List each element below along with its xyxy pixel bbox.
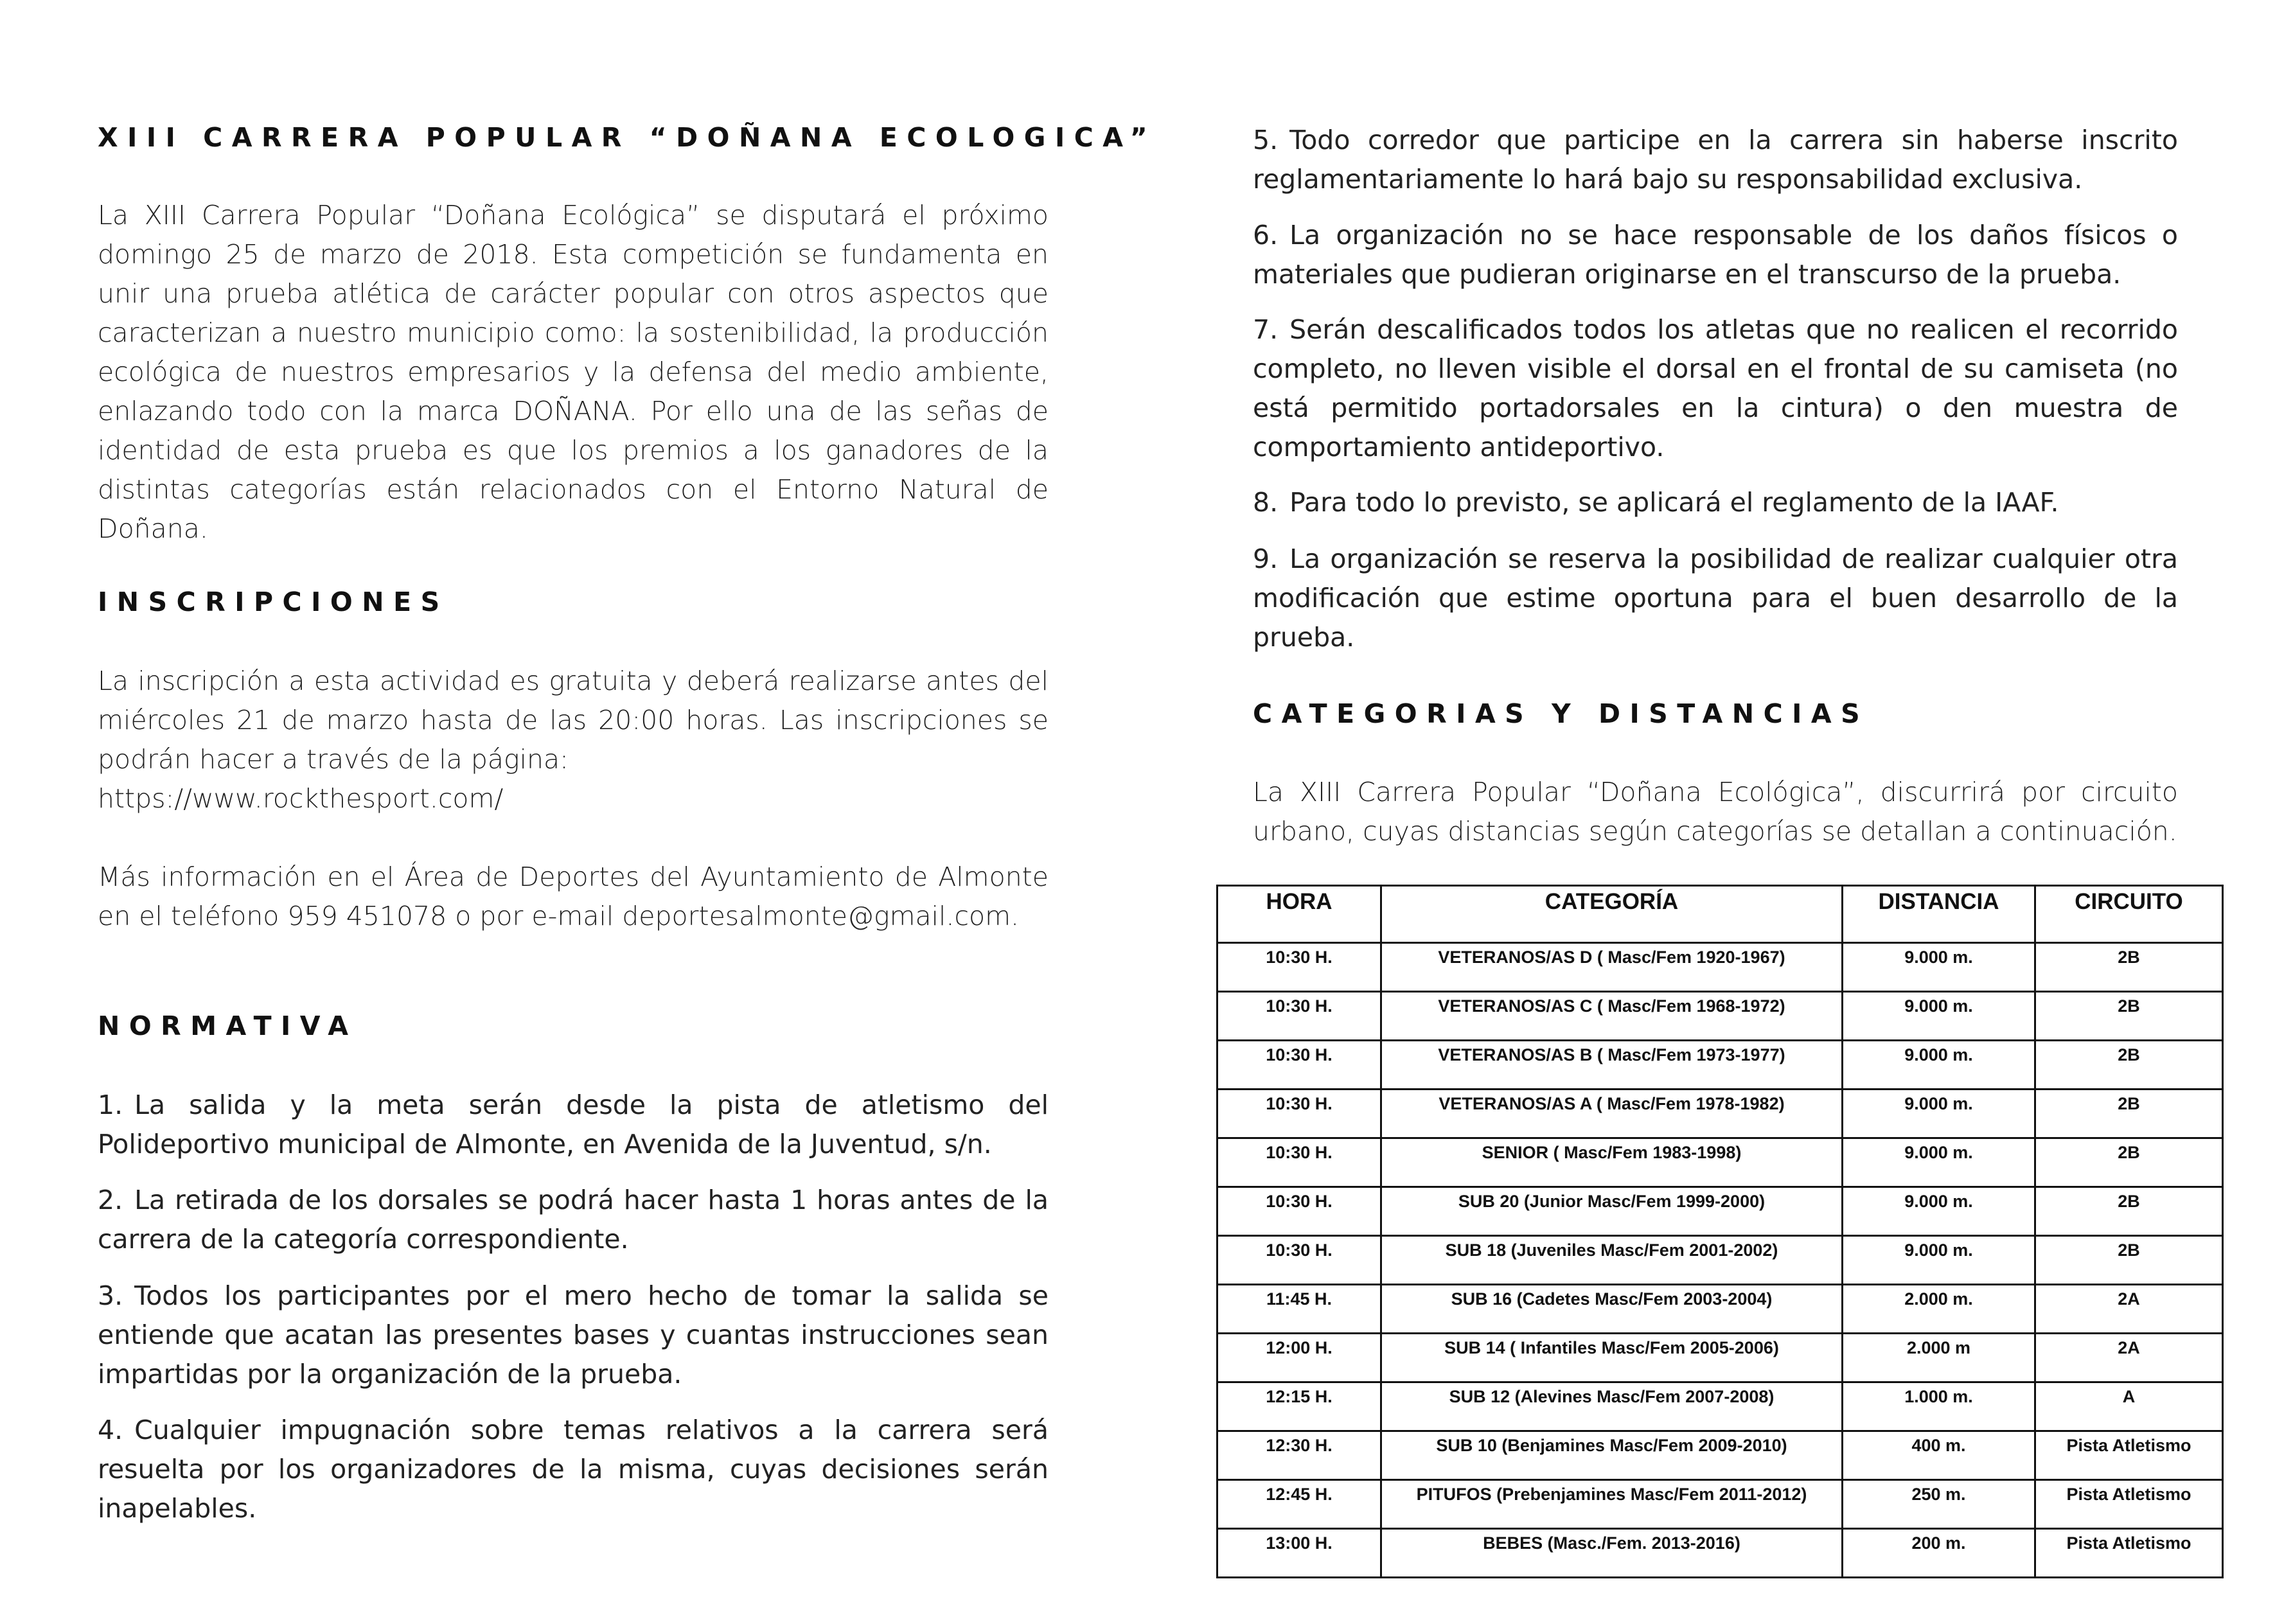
cell-distancia: 200 m. — [1843, 1529, 2035, 1578]
cell-circuito: 2B — [2035, 1090, 2223, 1138]
cell-hora: 10:30 H. — [1217, 1041, 1381, 1090]
item-number: 1. — [98, 1090, 123, 1120]
cell-hora: 10:30 H. — [1217, 1138, 1381, 1187]
table-row — [1217, 943, 2223, 992]
cell-circuito: Pista Atletismo — [2035, 1431, 2223, 1480]
normativa-item-5 — [1253, 121, 2178, 199]
table-row — [1217, 1529, 2223, 1578]
item-text: Serán descalificados todos los atletas que no realicen el recorrido completo, no lleven visible el dorsal en el frontal de su camiseta (no está permitido portadorsales en la cintura) o den muestra de comportamiento antideportivo. — [1253, 314, 2178, 463]
cell-circuito: 2B — [2035, 992, 2223, 1041]
cell-categoria: SUB 12 (Alevines Masc/Fem 2007-2008) — [1381, 1382, 1843, 1431]
table-row — [1217, 1090, 2223, 1138]
cell-hora: 12:15 H. — [1217, 1382, 1381, 1431]
categorias-paragraph: La XIII Carrera Popular “Doñana Ecológica”, discurrirá por circuito urbano, cuyas distancias según categorías se detallan a continuación. — [1253, 777, 2178, 847]
cell-categoria: SUB 16 (Cadetes Masc/Fem 2003-2004) — [1381, 1285, 1843, 1334]
normativa-item-2 — [98, 1181, 1049, 1259]
cell-hora: 10:30 H. — [1217, 1090, 1381, 1138]
cell-distancia: 9.000 m. — [1843, 992, 2035, 1041]
item-number: 2. — [98, 1185, 123, 1215]
item-text: Cualquier impugnación sobre temas relativos a la carrera será resuelta por los organizadores de la misma, cuyas decisiones serán inapelables. — [98, 1415, 1049, 1524]
item-number: 7. — [1253, 314, 1279, 345]
inscripciones-paragraph: La inscripción a esta actividad es gratuita y deberá realizarse antes del miércoles 21 de marzo hasta de las 20:00 horas. Las inscripciones se podrán hacer a través de la página: — [98, 666, 1049, 775]
table-row — [1217, 1041, 2223, 1090]
cell-circuito: 2B — [2035, 1187, 2223, 1236]
cell-categoria: VETERANOS/AS B ( Masc/Fem 1973-1977) — [1381, 1041, 1843, 1090]
cell-distancia: 9.000 m. — [1843, 1090, 2035, 1138]
normativa-item-7 — [1253, 310, 2178, 467]
normativa-item-1 — [98, 1086, 1049, 1164]
cell-distancia: 1.000 m. — [1843, 1382, 2035, 1431]
cell-circuito: Pista Atletismo — [2035, 1480, 2223, 1529]
normativa-item-9 — [1253, 540, 2178, 657]
table-row — [1217, 1480, 2223, 1529]
cell-distancia: 9.000 m. — [1843, 1138, 2035, 1187]
cell-circuito: 2A — [2035, 1285, 2223, 1334]
item-number: 5. — [1253, 125, 1279, 155]
cell-categoria: SUB 20 (Junior Masc/Fem 1999-2000) — [1381, 1187, 1843, 1236]
item-number: 3. — [98, 1280, 123, 1311]
table-row — [1217, 1138, 2223, 1187]
cell-categoria: SUB 14 ( Infantiles Masc/Fem 2005-2006) — [1381, 1334, 1843, 1382]
cell-categoria: VETERANOS/AS A ( Masc/Fem 1978-1982) — [1381, 1090, 1843, 1138]
cell-categoria: SUB 10 (Benjamines Masc/Fem 2009-2010) — [1381, 1431, 1843, 1480]
item-number: 6. — [1253, 220, 1279, 251]
intro-paragraph: La XIII Carrera Popular “Doñana Ecológica” se disputará el próximo domingo 25 de marzo de 2018. Esta competición se fundamenta en unir una prueba atlética de carácter popular con otros aspectos que caracterizan a nuestro municipio como: la sostenibilidad, la producción ecológica de nuestros empresarios y la defensa del medio ambiente, enlazando todo con la marca DOÑANA. Por ello una de las señas de identidad de esta prueba es que los premios a los ganadores de la distintas categorías están relacionados con el Entorno Natural de Doñana. — [98, 200, 1049, 544]
cell-categoria: BEBES (Masc./Fem. 2013-2016) — [1381, 1529, 1843, 1578]
item-text: La organización no se hace responsable de los daños físicos o materiales que pudieran originarse en el transcurso de la prueba. — [1253, 220, 2178, 290]
inscripciones-url: https://www.rockthesport.com/ — [98, 783, 504, 814]
table-row — [1217, 1187, 2223, 1236]
cell-distancia: 2.000 m — [1843, 1334, 2035, 1382]
item-text: Todo corredor que participe en la carrera sin haberse inscrito reglamentariamente lo hará bajo su responsabilidad exclusiva. — [1253, 125, 2178, 195]
cell-hora: 13:00 H. — [1217, 1529, 1381, 1578]
cell-distancia: 9.000 m. — [1843, 1236, 2035, 1285]
cell-distancia: 250 m. — [1843, 1480, 2035, 1529]
item-number: 9. — [1253, 543, 1279, 574]
table-row — [1217, 1285, 2223, 1334]
info-paragraph: Más información en el Área de Deportes del Ayuntamiento de Almonte en el teléfono 959 451078 o por e-mail deportesalmonte@gmail.com. — [98, 861, 1049, 931]
cell-hora: 10:30 H. — [1217, 992, 1381, 1041]
header-distancia: DISTANCIA — [1843, 886, 2035, 943]
header-circuito: CIRCUITO — [2035, 886, 2223, 943]
item-text: La retirada de los dorsales se podrá hacer hasta 1 horas antes de la carrera de la categoría correspondiente. — [98, 1185, 1049, 1255]
cell-circuito: 2B — [2035, 1041, 2223, 1090]
normativa-item-6 — [1253, 216, 2178, 294]
cell-hora: 11:45 H. — [1217, 1285, 1381, 1334]
cell-hora: 12:30 H. — [1217, 1431, 1381, 1480]
cell-circuito: A — [2035, 1382, 2223, 1431]
table-row — [1217, 1236, 2223, 1285]
cell-categoria: PITUFOS (Prebenjamines Masc/Fem 2011-2012) — [1381, 1480, 1843, 1529]
cell-hora: 10:30 H. — [1217, 1187, 1381, 1236]
main-title: XIII CARRERA POPULAR “DOÑANA ECOLOGICA” — [98, 122, 1157, 153]
table-header-row — [1217, 886, 2223, 943]
cell-circuito: 2B — [2035, 1138, 2223, 1187]
normativa-heading: NORMATIVA — [98, 1011, 358, 1041]
item-text: La organización se reserva la posibilidad de realizar cualquier otra modificación que estime oportuna para el buen desarrollo de la prueba. — [1253, 543, 2178, 653]
table-row — [1217, 1382, 2223, 1431]
cell-distancia: 2.000 m. — [1843, 1285, 2035, 1334]
cell-circuito: 2B — [2035, 943, 2223, 992]
cell-distancia: 9.000 m. — [1843, 1187, 2035, 1236]
normativa-item-3 — [98, 1276, 1049, 1394]
cell-categoria: VETERANOS/AS D ( Masc/Fem 1920-1967) — [1381, 943, 1843, 992]
table-row — [1217, 992, 2223, 1041]
cell-circuito: 2B — [2035, 1236, 2223, 1285]
item-number: 4. — [98, 1415, 123, 1445]
item-number: 8. — [1253, 487, 1279, 518]
cell-circuito: 2A — [2035, 1334, 2223, 1382]
item-text: La salida y la meta serán desde la pista de atletismo del Polideportivo municipal de Almonte, en Avenida de la Juventud, s/n. — [98, 1090, 1049, 1160]
cell-distancia: 400 m. — [1843, 1431, 2035, 1480]
cell-categoria: SUB 18 (Juveniles Masc/Fem 2001-2002) — [1381, 1236, 1843, 1285]
header-hora: HORA — [1217, 886, 1381, 943]
inscripciones-heading: INSCRIPCIONES — [98, 587, 449, 617]
cell-categoria: SENIOR ( Masc/Fem 1983-1998) — [1381, 1138, 1843, 1187]
cell-hora: 10:30 H. — [1217, 943, 1381, 992]
item-text: Todos los participantes por el mero hecho de tomar la salida se entiende que acatan las presentes bases y cuantas instrucciones sean impartidas por la organización de la prueba. — [98, 1280, 1049, 1390]
cell-distancia: 9.000 m. — [1843, 943, 2035, 992]
table-row — [1217, 1431, 2223, 1480]
categories-table — [1216, 885, 2224, 1578]
item-text: Para todo lo previsto, se aplicará el reglamento de la IAAF. — [1289, 487, 2059, 518]
categorias-heading: CATEGORIAS Y DISTANCIAS — [1253, 698, 1870, 729]
cell-hora: 12:45 H. — [1217, 1480, 1381, 1529]
normativa-item-8 — [1253, 483, 2178, 522]
cell-hora: 12:00 H. — [1217, 1334, 1381, 1382]
header-categoria: CATEGORÍA — [1381, 886, 1843, 943]
cell-distancia: 9.000 m. — [1843, 1041, 2035, 1090]
cell-circuito: Pista Atletismo — [2035, 1529, 2223, 1578]
cell-hora: 10:30 H. — [1217, 1236, 1381, 1285]
cell-categoria: VETERANOS/AS C ( Masc/Fem 1968-1972) — [1381, 992, 1843, 1041]
table-row — [1217, 1334, 2223, 1382]
normativa-item-4 — [98, 1411, 1049, 1528]
